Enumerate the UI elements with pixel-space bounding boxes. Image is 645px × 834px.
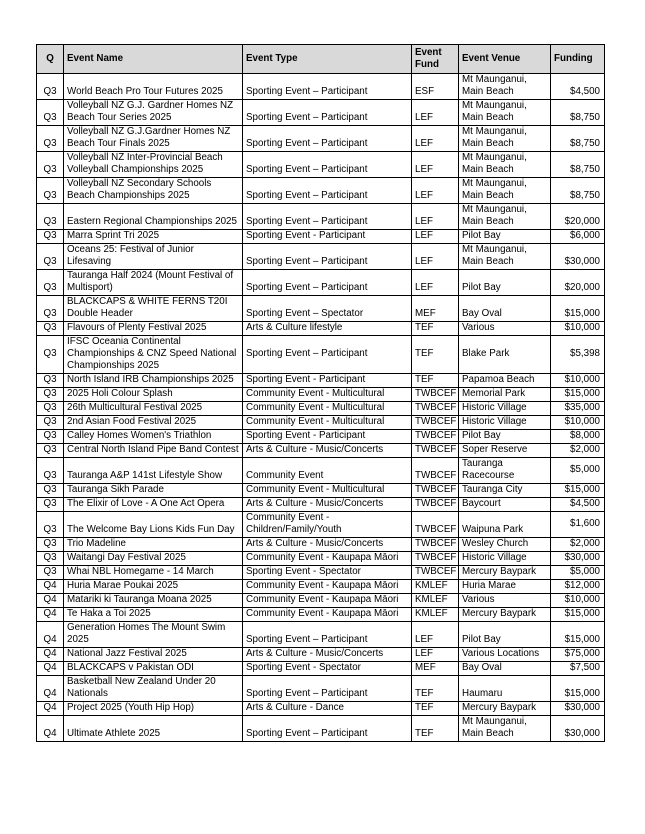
cell-event-fund: LEF: [412, 152, 459, 178]
cell-event-venue: Haumaru: [459, 676, 551, 702]
cell-event-type: Sporting Event – Participant: [243, 622, 412, 648]
table-row: [37, 270, 605, 296]
cell-event-venue: Mercury Baypark: [459, 566, 551, 580]
cell-event-type: Sporting Event – Participant: [243, 126, 412, 152]
cell-event-type: Community Event - Multicultural: [243, 388, 412, 402]
cell-event-venue: Historic Village: [459, 552, 551, 566]
cell-event-fund: TWBCEF: [412, 416, 459, 430]
cell-event-fund: TWBCEF: [412, 566, 459, 580]
table-row: [37, 322, 605, 336]
table-row: [37, 230, 605, 244]
cell-quarter: Q3: [37, 100, 64, 126]
cell-event-type: Arts & Culture - Music/Concerts: [243, 444, 412, 458]
cell-quarter: Q3: [37, 178, 64, 204]
cell-event-fund: LEF: [412, 204, 459, 230]
cell-quarter: Q4: [37, 716, 64, 742]
cell-event-venue: Mt Maunganui, Main Beach: [459, 74, 551, 100]
cell-event-fund: LEF: [412, 622, 459, 648]
cell-event-type: Arts & Culture - Dance: [243, 702, 412, 716]
cell-event-name: BLACKCAPS v Pakistan ODI: [64, 662, 243, 676]
cell-quarter: Q3: [37, 512, 64, 538]
table-row: [37, 152, 605, 178]
cell-event-type: Community Event - Kaupapa Māori: [243, 552, 412, 566]
cell-quarter: Q3: [37, 204, 64, 230]
cell-event-fund: KMLEF: [412, 594, 459, 608]
cell-event-type: Sporting Event – Participant: [243, 244, 412, 270]
table-row: [37, 388, 605, 402]
cell-event-type: Arts & Culture - Music/Concerts: [243, 648, 412, 662]
cell-funding: $4,500: [551, 498, 605, 512]
cell-quarter: Q3: [37, 270, 64, 296]
cell-funding: $10,000: [551, 416, 605, 430]
cell-event-fund: LEF: [412, 100, 459, 126]
cell-event-name: The Welcome Bay Lions Kids Fun Day: [64, 512, 243, 538]
cell-quarter: Q3: [37, 552, 64, 566]
cell-quarter: Q3: [37, 296, 64, 322]
cell-event-type: Sporting Event – Participant: [243, 336, 412, 374]
cell-funding: $8,750: [551, 100, 605, 126]
table-row: [37, 662, 605, 676]
cell-funding: $10,000: [551, 374, 605, 388]
cell-event-type: Sporting Event – Participant: [243, 270, 412, 296]
cell-funding: $75,000: [551, 648, 605, 662]
cell-event-type: Arts & Culture - Music/Concerts: [243, 498, 412, 512]
cell-quarter: Q3: [37, 126, 64, 152]
cell-event-venue: Soper Reserve: [459, 444, 551, 458]
cell-funding: $15,000: [551, 296, 605, 322]
cell-quarter: Q3: [37, 388, 64, 402]
cell-event-venue: Mt Maunganui, Main Beach: [459, 126, 551, 152]
cell-event-type: Community Event - Kaupapa Māori: [243, 580, 412, 594]
cell-event-name: BLACKCAPS & WHITE FERNS T20I Double Header: [64, 296, 243, 322]
cell-event-venue: Mercury Baypark: [459, 702, 551, 716]
cell-event-fund: TWBCEF: [412, 444, 459, 458]
cell-event-venue: Mt Maunganui, Main Beach: [459, 716, 551, 742]
cell-quarter: Q3: [37, 336, 64, 374]
cell-event-type: Community Event - Multicultural: [243, 402, 412, 416]
cell-event-type: Sporting Event - Participant: [243, 230, 412, 244]
cell-funding: $30,000: [551, 244, 605, 270]
table-row: [37, 552, 605, 566]
table-row: [37, 296, 605, 322]
cell-event-name: World Beach Pro Tour Futures 2025: [64, 74, 243, 100]
cell-event-name: Eastern Regional Championships 2025: [64, 204, 243, 230]
cell-funding: $15,000: [551, 608, 605, 622]
cell-event-venue: Various Locations: [459, 648, 551, 662]
cell-event-venue: Bay Oval: [459, 296, 551, 322]
cell-quarter: Q4: [37, 608, 64, 622]
cell-funding: $12,000: [551, 580, 605, 594]
cell-event-fund: LEF: [412, 244, 459, 270]
cell-event-venue: Pilot Bay: [459, 622, 551, 648]
cell-event-name: Generation Homes The Mount Swim 2025: [64, 622, 243, 648]
cell-funding: $30,000: [551, 552, 605, 566]
cell-event-name: Volleyball NZ G.J. Gardner Homes NZ Beach Tour Series 2025: [64, 100, 243, 126]
cell-event-venue: Pilot Bay: [459, 230, 551, 244]
cell-event-fund: MEF: [412, 662, 459, 676]
cell-event-name: Whai NBL Homegame - 14 March: [64, 566, 243, 580]
cell-funding: $1,600: [551, 512, 605, 538]
cell-event-type: Sporting Event – Participant: [243, 100, 412, 126]
cell-event-venue: Tauranga City: [459, 484, 551, 498]
cell-quarter: Q3: [37, 538, 64, 552]
header-event-type: Event Type: [243, 45, 412, 74]
cell-quarter: Q4: [37, 594, 64, 608]
cell-event-name: Project 2025 (Youth Hip Hop): [64, 702, 243, 716]
cell-funding: $15,000: [551, 676, 605, 702]
cell-event-venue: Huria Marae: [459, 580, 551, 594]
cell-funding: $8,000: [551, 430, 605, 444]
cell-quarter: Q4: [37, 702, 64, 716]
cell-event-venue: Blake Park: [459, 336, 551, 374]
table-row: [37, 402, 605, 416]
cell-funding: $15,000: [551, 622, 605, 648]
table-row: [37, 498, 605, 512]
header-quarter: Q: [37, 45, 64, 74]
cell-event-name: Waitangi Day Festival 2025: [64, 552, 243, 566]
table-row: [37, 244, 605, 270]
cell-event-fund: TEF: [412, 322, 459, 336]
cell-funding: $5,000: [551, 566, 605, 580]
cell-quarter: Q4: [37, 662, 64, 676]
cell-event-type: Community Event: [243, 458, 412, 484]
cell-event-fund: KMLEF: [412, 608, 459, 622]
cell-event-type: Sporting Event - Participant: [243, 430, 412, 444]
cell-event-type: Community Event - Children/Family/Youth: [243, 512, 412, 538]
cell-event-venue: Mt Maunganui, Main Beach: [459, 204, 551, 230]
events-funding-table: [36, 44, 605, 742]
table-row: [37, 430, 605, 444]
cell-funding: $6,000: [551, 230, 605, 244]
table-row: [37, 622, 605, 648]
cell-event-fund: MEF: [412, 296, 459, 322]
cell-event-type: Sporting Event - Spectator: [243, 566, 412, 580]
cell-quarter: Q3: [37, 566, 64, 580]
cell-event-name: Basketball New Zealand Under 20 Nationals: [64, 676, 243, 702]
cell-funding: $5,000: [551, 458, 605, 484]
cell-event-fund: TWBCEF: [412, 430, 459, 444]
table-row: [37, 580, 605, 594]
cell-quarter: Q3: [37, 152, 64, 178]
header-event-name: Event Name: [64, 45, 243, 74]
cell-funding: $10,000: [551, 594, 605, 608]
cell-event-type: Arts & Culture lifestyle: [243, 322, 412, 336]
cell-event-type: Sporting Event – Participant: [243, 152, 412, 178]
cell-quarter: Q4: [37, 580, 64, 594]
table-row: [37, 676, 605, 702]
cell-event-type: Community Event - Kaupapa Māori: [243, 608, 412, 622]
cell-event-fund: LEF: [412, 230, 459, 244]
cell-event-fund: LEF: [412, 178, 459, 204]
table-row: [37, 374, 605, 388]
cell-quarter: Q3: [37, 498, 64, 512]
cell-event-fund: LEF: [412, 648, 459, 662]
table-row: [37, 416, 605, 430]
cell-event-name: 2nd Asian Food Festival 2025: [64, 416, 243, 430]
cell-event-venue: Historic Village: [459, 416, 551, 430]
cell-event-name: Huria Marae Poukai 2025: [64, 580, 243, 594]
cell-funding: $8,750: [551, 126, 605, 152]
cell-event-fund: ESF: [412, 74, 459, 100]
cell-funding: $8,750: [551, 152, 605, 178]
cell-event-venue: Various: [459, 594, 551, 608]
cell-funding: $2,000: [551, 538, 605, 552]
cell-event-fund: TWBCEF: [412, 402, 459, 416]
cell-event-name: Oceans 25: Festival of Junior Lifesaving: [64, 244, 243, 270]
cell-event-type: Community Event - Multicultural: [243, 484, 412, 498]
cell-funding: $30,000: [551, 716, 605, 742]
cell-event-name: Flavours of Plenty Festival 2025: [64, 322, 243, 336]
table-row: [37, 204, 605, 230]
table-body: [37, 74, 605, 742]
cell-event-type: Sporting Event – Spectator: [243, 296, 412, 322]
cell-quarter: Q3: [37, 402, 64, 416]
cell-event-venue: Mercury Baypark: [459, 608, 551, 622]
cell-event-venue: Waipuna Park: [459, 512, 551, 538]
cell-event-name: Ultimate Athlete 2025: [64, 716, 243, 742]
cell-event-fund: TEF: [412, 676, 459, 702]
cell-funding: $20,000: [551, 204, 605, 230]
cell-quarter: Q4: [37, 622, 64, 648]
cell-event-venue: Mt Maunganui, Main Beach: [459, 100, 551, 126]
cell-event-fund: TEF: [412, 336, 459, 374]
cell-event-name: 26th Multicultural Festival 2025: [64, 402, 243, 416]
table-row: [37, 716, 605, 742]
cell-quarter: Q3: [37, 430, 64, 444]
cell-event-venue: Mt Maunganui, Main Beach: [459, 244, 551, 270]
table-row: [37, 126, 605, 152]
cell-event-venue: Tauranga Racecourse: [459, 458, 551, 484]
cell-quarter: Q3: [37, 444, 64, 458]
table-row: [37, 74, 605, 100]
cell-event-venue: Mt Maunganui, Main Beach: [459, 152, 551, 178]
cell-event-name: Trio Madeline: [64, 538, 243, 552]
cell-event-venue: Pilot Bay: [459, 270, 551, 296]
cell-funding: $20,000: [551, 270, 605, 296]
cell-event-type: Sporting Event - Participant: [243, 374, 412, 388]
cell-event-fund: KMLEF: [412, 580, 459, 594]
cell-event-name: 2025 Holi Colour Splash: [64, 388, 243, 402]
table-row: [37, 608, 605, 622]
cell-event-type: Sporting Event – Participant: [243, 204, 412, 230]
cell-quarter: Q3: [37, 374, 64, 388]
table-row: [37, 594, 605, 608]
cell-quarter: Q3: [37, 74, 64, 100]
cell-event-type: Sporting Event – Participant: [243, 74, 412, 100]
cell-event-name: Te Haka a Toi 2025: [64, 608, 243, 622]
cell-event-name: Volleyball NZ Secondary Schools Beach Championships 2025: [64, 178, 243, 204]
cell-event-venue: Bay Oval: [459, 662, 551, 676]
cell-event-venue: Various: [459, 322, 551, 336]
cell-event-fund: TWBCEF: [412, 512, 459, 538]
cell-event-venue: Historic Village: [459, 402, 551, 416]
cell-event-name: Tauranga Sikh Parade: [64, 484, 243, 498]
cell-quarter: Q4: [37, 648, 64, 662]
header-event-fund: Event Fund: [412, 45, 459, 74]
table-row: [37, 566, 605, 580]
cell-event-type: Sporting Event - Spectator: [243, 662, 412, 676]
cell-event-type: Sporting Event – Participant: [243, 676, 412, 702]
cell-event-name: Marra Sprint Tri 2025: [64, 230, 243, 244]
cell-funding: $5,398: [551, 336, 605, 374]
cell-event-fund: TWBCEF: [412, 552, 459, 566]
table-row: [37, 484, 605, 498]
cell-event-venue: Baycourt: [459, 498, 551, 512]
table-row: [37, 444, 605, 458]
cell-event-name: Tauranga Half 2024 (Mount Festival of Multisport): [64, 270, 243, 296]
cell-event-name: North Island IRB Championships 2025: [64, 374, 243, 388]
cell-event-name: The Elixir of Love - A One Act Opera: [64, 498, 243, 512]
cell-event-name: IFSC Oceania Continental Championships & CNZ Speed National Championships 2025: [64, 336, 243, 374]
cell-event-venue: Mt Maunganui, Main Beach: [459, 178, 551, 204]
cell-event-type: Sporting Event – Participant: [243, 178, 412, 204]
cell-funding: $2,000: [551, 444, 605, 458]
cell-funding: $30,000: [551, 702, 605, 716]
cell-event-fund: TWBCEF: [412, 484, 459, 498]
cell-funding: $4,500: [551, 74, 605, 100]
cell-event-fund: TWBCEF: [412, 458, 459, 484]
cell-event-name: Volleyball NZ G.J.Gardner Homes NZ Beach Tour Finals 2025: [64, 126, 243, 152]
cell-quarter: Q3: [37, 244, 64, 270]
cell-funding: $15,000: [551, 388, 605, 402]
header-event-venue: Event Venue: [459, 45, 551, 74]
header-funding: Funding: [551, 45, 605, 74]
cell-event-venue: Wesley Church: [459, 538, 551, 552]
cell-event-type: Sporting Event – Participant: [243, 716, 412, 742]
cell-funding: $15,000: [551, 484, 605, 498]
cell-event-name: Central North Island Pipe Band Contest: [64, 444, 243, 458]
cell-event-name: Volleyball NZ Inter-Provincial Beach Volleyball Championships 2025: [64, 152, 243, 178]
cell-quarter: Q4: [37, 676, 64, 702]
cell-event-fund: TWBCEF: [412, 388, 459, 402]
cell-event-venue: Memorial Park: [459, 388, 551, 402]
cell-quarter: Q3: [37, 230, 64, 244]
cell-quarter: Q3: [37, 416, 64, 430]
cell-event-name: Calley Homes Women's Triathlon: [64, 430, 243, 444]
cell-funding: $8,750: [551, 178, 605, 204]
cell-funding: $10,000: [551, 322, 605, 336]
cell-quarter: Q3: [37, 484, 64, 498]
table-row: [37, 702, 605, 716]
cell-event-fund: TWBCEF: [412, 498, 459, 512]
cell-funding: $7,500: [551, 662, 605, 676]
table-row: [37, 512, 605, 538]
cell-event-fund: TWBCEF: [412, 538, 459, 552]
cell-event-name: National Jazz Festival 2025: [64, 648, 243, 662]
cell-quarter: Q3: [37, 322, 64, 336]
table-row: [37, 458, 605, 484]
cell-event-venue: Papamoa Beach: [459, 374, 551, 388]
table-row: [37, 100, 605, 126]
cell-event-type: Community Event - Multicultural: [243, 416, 412, 430]
table-row: [37, 538, 605, 552]
cell-event-fund: TEF: [412, 716, 459, 742]
cell-funding: $35,000: [551, 402, 605, 416]
cell-event-fund: LEF: [412, 126, 459, 152]
cell-event-name: Tauranga A&P 141st Lifestyle Show: [64, 458, 243, 484]
table-row: [37, 336, 605, 374]
table-row: [37, 178, 605, 204]
header-row: [37, 45, 605, 74]
cell-event-fund: TEF: [412, 702, 459, 716]
cell-event-fund: LEF: [412, 270, 459, 296]
table-row: [37, 648, 605, 662]
cell-event-venue: Pilot Bay: [459, 430, 551, 444]
cell-quarter: Q3: [37, 458, 64, 484]
cell-event-type: Community Event - Kaupapa Māori: [243, 594, 412, 608]
cell-event-type: Arts & Culture - Music/Concerts: [243, 538, 412, 552]
cell-event-name: Matariki ki Tauranga Moana 2025: [64, 594, 243, 608]
cell-event-fund: TEF: [412, 374, 459, 388]
